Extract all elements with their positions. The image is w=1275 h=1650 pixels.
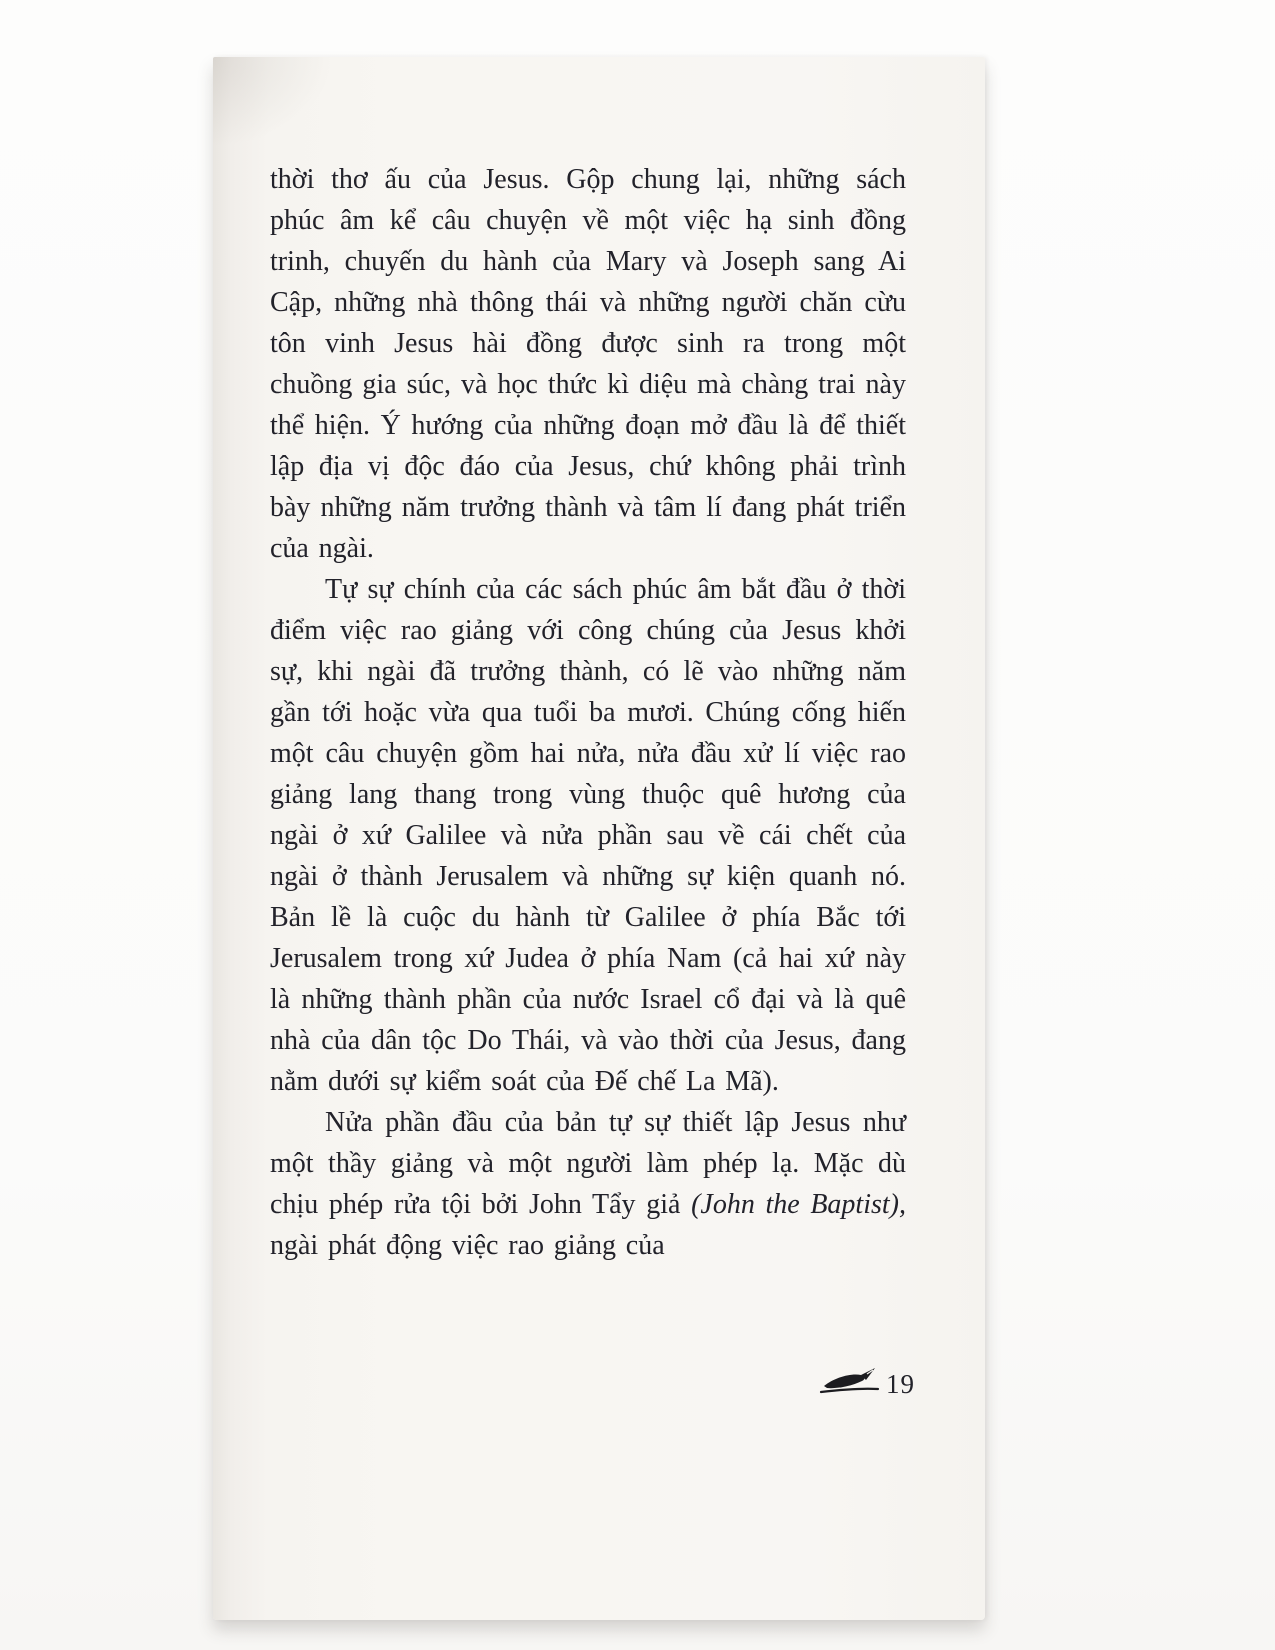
pen-icon	[818, 1365, 880, 1399]
paragraph-text-italic: (John the Baptist),	[691, 1189, 906, 1220]
page-footer	[818, 1365, 915, 1399]
paragraph	[270, 159, 906, 569]
paragraph-text: thời thơ ấu của Jesus. Gộp chung lại, những sách phúc âm kể câu chuyện về một việc hạ sinh đồng trinh, chuyến du hành của Mary và Joseph sang Ai Cập, những nhà thông thái và những người chăn cừu tôn vinh Jesus hài đồng được sinh ra trong một chuồng gia súc, và học thức kì diệu mà chàng trai này thể hiện. Ý hướng của những đoạn mở đầu là để thiết lập địa vị độc đáo của Jesus, chứ không phải trình bày những năm trưởng thành và tâm lí đang phát triển của ngài.	[270, 164, 906, 564]
book-page	[213, 57, 985, 1620]
paragraph	[270, 1102, 906, 1266]
paragraph-text: ngài phát động việc rao giảng của	[270, 1230, 665, 1261]
paragraph	[270, 569, 906, 1102]
paragraph-text: Tự sự chính của các sách phúc âm bắt đầu ở thời điểm việc rao giảng với công chúng của Jesus khởi sự, khi ngài đã trưởng thành, có lẽ vào những năm gần tới hoặc vừa qua tuổi ba mươi. Chúng cống hiến một câu chuyện gồm hai nửa, nửa đầu xử lí việc rao giảng lang thang trong vùng thuộc quê hương của ngài ở xứ Galilee và nửa phần sau về cái chết của ngài ở thành Jerusalem và những sự kiện quanh nó. Bản lề là cuộc du hành từ Galilee ở phía Bắc tới Jerusalem trong xứ Judea ở phía Nam (cả hai xứ này là những thành phần của nước Israel cổ đại và là quê nhà của dân tộc Do Thái, và vào thời của Jesus, đang nằm dưới sự kiểm soát của Đế chế La Mã).	[270, 574, 906, 1097]
paragraph-text: Nửa phần đầu của bản tự sự thiết lập Jesus như một thầy giảng và một người làm phép lạ. Mặc dù chịu phép rửa tội bởi John Tẩy giả	[270, 1107, 906, 1220]
text-block	[270, 159, 906, 1266]
page-number: 19	[886, 1369, 915, 1399]
